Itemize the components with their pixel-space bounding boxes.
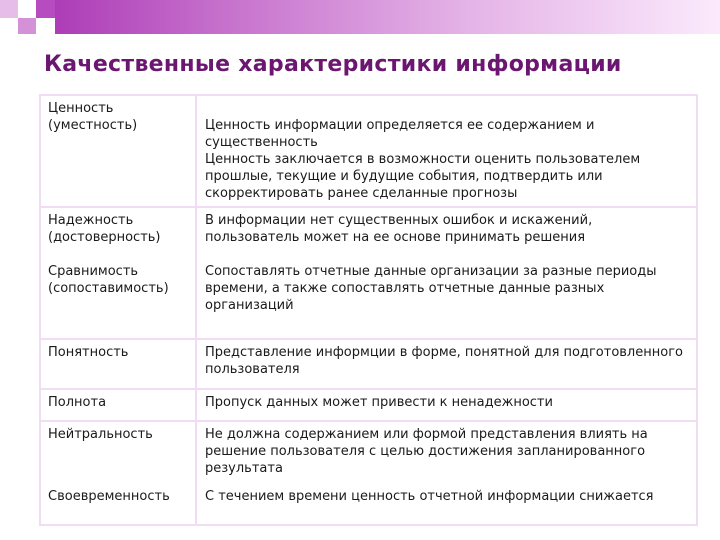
top-decorative-band xyxy=(0,0,720,34)
characteristic-name-text: Сравнимость (сопоставимость) xyxy=(48,264,169,296)
characteristic-description-text: Представление информции в форме, понятной для подготовленного пользователя xyxy=(205,345,683,377)
characteristic-name xyxy=(41,422,197,524)
characteristic-description-text: Пропуск данных может привести к ненадежности xyxy=(205,395,553,410)
characteristic-name-text: Надежность (достоверность) xyxy=(48,213,161,245)
characteristic-name-text: Нейтральность xyxy=(48,427,153,442)
table-row xyxy=(41,96,696,206)
characteristic-name-text: Своевременность xyxy=(48,489,170,504)
characteristic-name-text: Ценность (уместность) xyxy=(48,101,138,133)
characteristic-name xyxy=(41,340,197,388)
page-title: Качественные характеристики информации xyxy=(44,52,622,77)
characteristics-table xyxy=(39,94,698,526)
characteristic-name-text: Полнота xyxy=(48,395,107,410)
table-row xyxy=(41,340,696,388)
characteristic-description xyxy=(197,96,696,206)
characteristic-name xyxy=(41,208,197,338)
characteristic-name xyxy=(41,96,197,206)
characteristic-description-text: Ценность информации определяется ее содержанием и существенность Ценность заключается в возможности оценить пользователем прошлые, текущие и будущие события, подтвердить или скорректировать ранее сделанные прогнозы xyxy=(205,118,641,201)
characteristic-description-text: Не должна содержанием или формой представления влиять на решение пользователя с целью достижения запланированного результата xyxy=(205,427,648,476)
characteristic-description-text: Сопоставлять отчетные данные организации за разные периоды времени, а также сопоставлять отчетные данные разных организаций xyxy=(205,264,657,313)
characteristic-name xyxy=(41,390,197,420)
characteristic-description-text: В информации нет существенных ошибок и искажений, пользователь может на ее основе принимать решения xyxy=(205,213,593,245)
table-row xyxy=(41,208,696,338)
table-row xyxy=(41,422,696,524)
table-row xyxy=(41,390,696,420)
characteristic-description xyxy=(197,340,696,388)
corner-squares xyxy=(0,0,55,34)
characteristic-name-text: Понятность xyxy=(48,345,129,360)
characteristic-description xyxy=(197,208,696,338)
characteristic-description xyxy=(197,390,696,420)
characteristic-description xyxy=(197,422,696,524)
characteristic-description-text: С течением времени ценность отчетной информации снижается xyxy=(205,489,654,504)
